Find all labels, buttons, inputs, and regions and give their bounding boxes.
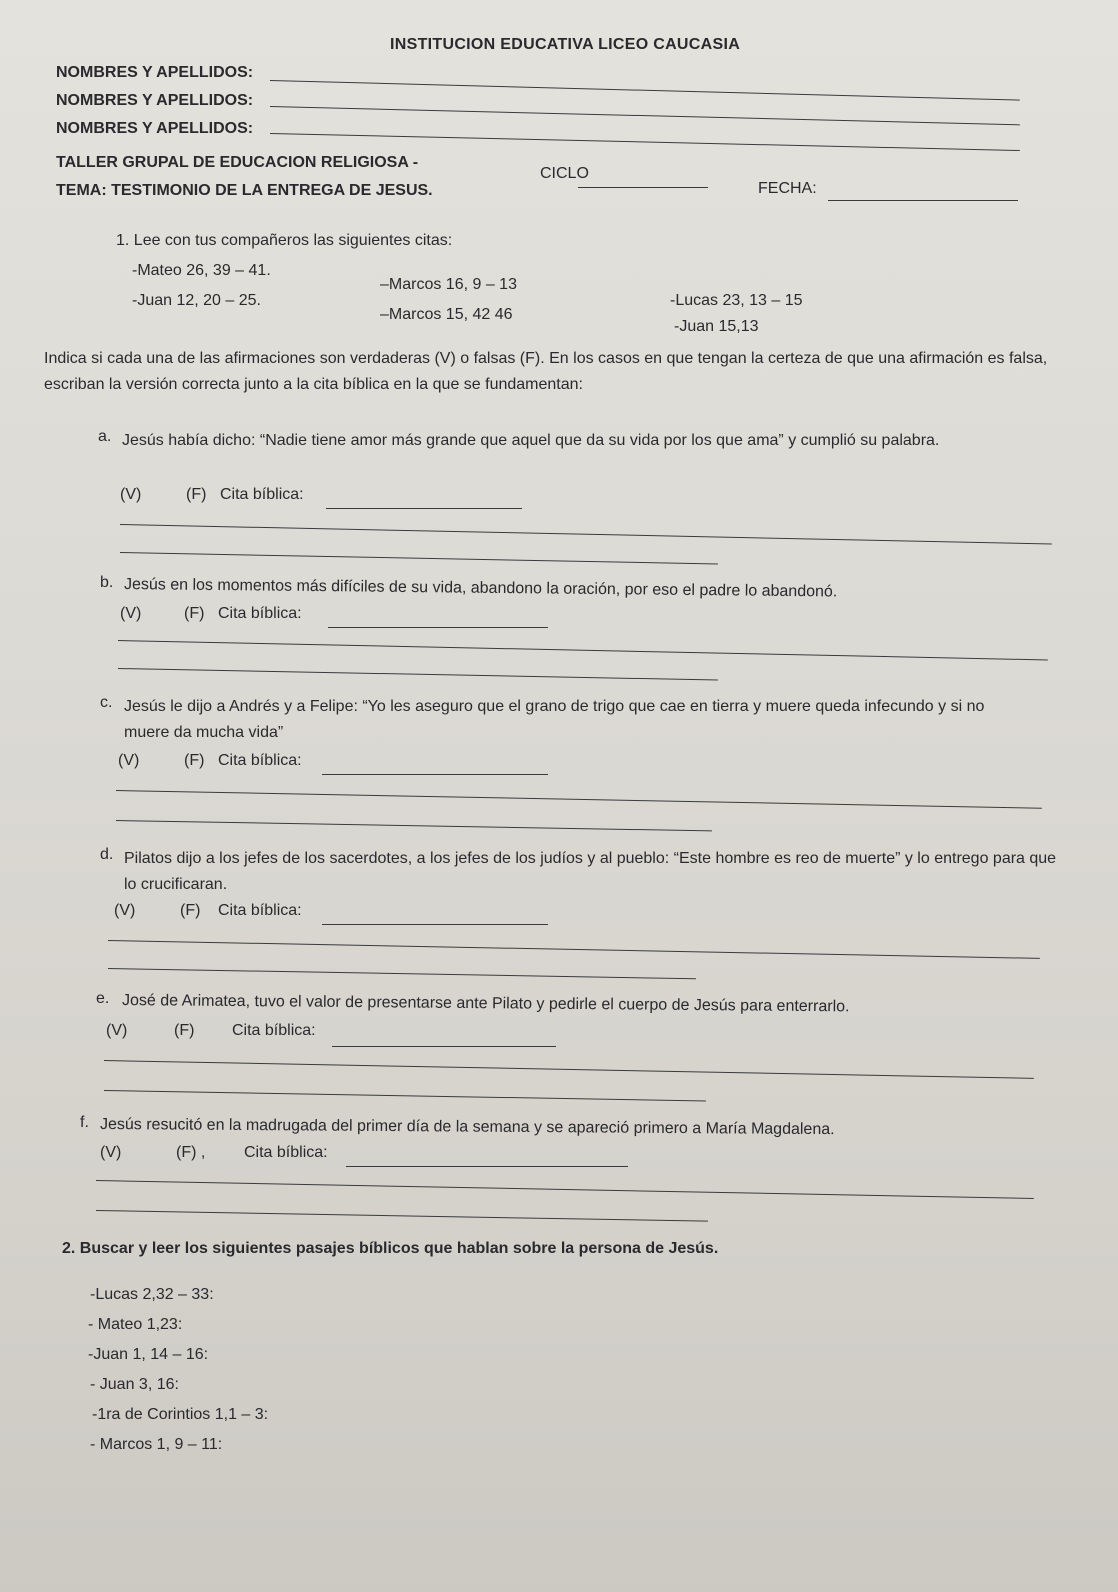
- item-f-cita-line[interactable]: [346, 1166, 628, 1167]
- item-b-answer-line-1[interactable]: [118, 640, 1048, 660]
- q1-title: 1. Lee con tus compañeros las siguientes citas:: [116, 232, 453, 249]
- institution-title: INSTITUCION EDUCATIVA LICEO CAUCASIA: [390, 36, 741, 53]
- citation-marcos-15: –Marcos 15, 42 46: [380, 306, 513, 323]
- workshop-title: TALLER GRUPAL DE EDUCACION RELIGIOSA -: [56, 154, 419, 171]
- name-line-3[interactable]: [270, 133, 1020, 151]
- item-d-cita-line[interactable]: [322, 924, 548, 925]
- name-line-1[interactable]: [270, 80, 1020, 101]
- topic-title: TEMA: TESTIMONIO DE LA ENTREGA DE JESUS.: [56, 182, 433, 199]
- item-c-answer-line-1[interactable]: [116, 790, 1042, 809]
- item-d-answer-line-1[interactable]: [108, 940, 1040, 959]
- item-e-answer-line-1[interactable]: [104, 1060, 1034, 1079]
- item-d-letter: d.: [100, 846, 114, 863]
- name-line-2[interactable]: [270, 106, 1020, 125]
- item-d-false-option[interactable]: (F): [180, 902, 201, 919]
- fecha-label: FECHA:: [758, 180, 817, 197]
- name-label-3: NOMBRES Y APELLIDOS:: [56, 120, 254, 137]
- item-c-answer-line-2[interactable]: [116, 820, 712, 831]
- item-c-cita-line[interactable]: [322, 774, 548, 775]
- item-a-false-option[interactable]: (F): [186, 486, 207, 503]
- citation-mateo: -Mateo 26, 39 – 41.: [132, 262, 271, 279]
- item-c-statement: Jesús le dijo a Andrés y a Felipe: “Yo les aseguro que el grano de trigo que cae en tierra y muere queda infecundo y si no muere da mucha vida”: [124, 698, 985, 741]
- item-b-letter: b.: [100, 574, 114, 591]
- citation-juan-15: -Juan 15,13: [674, 318, 759, 335]
- item-e-answer-line-2[interactable]: [104, 1090, 706, 1102]
- item-a-answer-line-2[interactable]: [120, 552, 718, 564]
- item-e-statement: José de Arimatea, tuvo el valor de presentarse ante Pilato y pedirle el cuerpo de Jesús para enterrarlo.: [121, 992, 850, 1016]
- item-c-cita-label: Cita bíblica:: [218, 752, 302, 769]
- item-d-statement: Pilatos dijo a los jefes de los sacerdotes, a los jefes de los judíos y al pueblo: “Este hombre es reo de muerte” y lo entrego para que lo crucificaran.: [124, 850, 1057, 893]
- citation-lucas: -Lucas 23, 13 – 15: [670, 292, 803, 309]
- item-f-answer-line-2[interactable]: [96, 1210, 708, 1222]
- item-a-letter: a.: [98, 428, 112, 445]
- passage-mateo: - Mateo 1,23:: [88, 1316, 183, 1333]
- item-e-false-option[interactable]: (F): [174, 1022, 195, 1039]
- item-d-true-option[interactable]: (V): [114, 902, 136, 919]
- item-e-letter: e.: [96, 990, 110, 1007]
- item-b-cita-line[interactable]: [328, 627, 548, 628]
- item-b-false-option[interactable]: (F): [184, 605, 205, 622]
- citation-marcos-16: –Marcos 16, 9 – 13: [380, 276, 517, 293]
- item-f-cita-label: Cita bíblica:: [244, 1144, 328, 1161]
- item-d-cita-label: Cita bíblica:: [218, 902, 302, 919]
- item-f-letter: f.: [80, 1114, 89, 1131]
- item-a-answer-line-1[interactable]: [120, 524, 1052, 545]
- q1-instructions: Indica si cada una de las afirmaciones son verdaderas (V) o falsas (F). En los casos en que tengan la certeza de que una afirmación es falsa, escriban la versión correcta junto a la cita bíblica en la que se fundamentan:: [44, 350, 1048, 393]
- passage-corintios: -1ra de Corintios 1,1 – 3:: [92, 1406, 269, 1423]
- citation-juan-12: -Juan 12, 20 – 25.: [132, 292, 261, 309]
- item-a-statement: Jesús había dicho: “Nadie tiene amor más grande que aquel que da su vida por los que ama” y cumplió su palabra.: [122, 432, 940, 449]
- item-a-cita-label: Cita bíblica:: [220, 486, 304, 503]
- passage-juan-1: -Juan 1, 14 – 16:: [88, 1346, 209, 1363]
- item-e-cita-label: Cita bíblica:: [232, 1022, 316, 1039]
- ciclo-line[interactable]: [578, 187, 708, 188]
- ciclo-label: CICLO: [540, 165, 589, 182]
- item-f-false-option[interactable]: (F) ,: [176, 1144, 206, 1161]
- item-e-true-option[interactable]: (V): [106, 1022, 128, 1039]
- item-b-true-option[interactable]: (V): [120, 605, 142, 622]
- q2-title: 2. Buscar y leer los siguientes pasajes bíblicos que hablan sobre la persona de Jesús.: [62, 1240, 719, 1257]
- passage-lucas: -Lucas 2,32 – 33:: [90, 1286, 214, 1303]
- name-label-1: NOMBRES Y APELLIDOS:: [56, 64, 254, 81]
- item-a-cita-line[interactable]: [326, 508, 522, 509]
- item-a-true-option[interactable]: (V): [120, 486, 142, 503]
- item-d-answer-line-2[interactable]: [108, 968, 696, 979]
- item-c-false-option[interactable]: (F): [184, 752, 205, 769]
- fecha-line[interactable]: [828, 200, 1018, 201]
- passage-juan-3: - Juan 3, 16:: [90, 1376, 179, 1393]
- item-f-statement: Jesús resucitó en la madrugada del primer día de la semana y se apareció primero a María Magdalena.: [99, 1116, 835, 1139]
- item-f-true-option[interactable]: (V): [100, 1144, 122, 1161]
- item-b-answer-line-2[interactable]: [118, 668, 718, 681]
- item-f-answer-line-1[interactable]: [96, 1180, 1034, 1199]
- passage-marcos: - Marcos 1, 9 – 11:: [90, 1436, 223, 1453]
- item-b-statement: Jesús en los momentos más difíciles de su vida, abandono la oración, por eso el padre lo abandonó.: [123, 576, 838, 601]
- name-label-2: NOMBRES Y APELLIDOS:: [56, 92, 254, 109]
- item-c-true-option[interactable]: (V): [118, 752, 140, 769]
- item-e-cita-line[interactable]: [332, 1046, 556, 1047]
- item-c-letter: c.: [100, 694, 113, 711]
- item-b-cita-label: Cita bíblica:: [218, 605, 302, 622]
